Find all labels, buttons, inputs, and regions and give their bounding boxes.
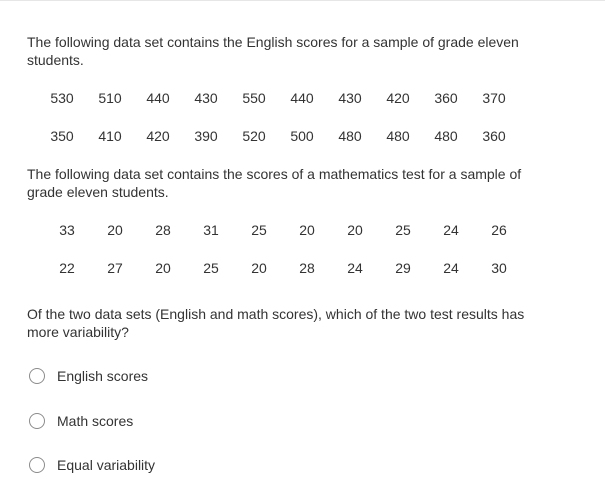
math-score: 26 [491,222,507,238]
math-score: 27 [107,260,123,276]
radio-button[interactable] [29,368,45,384]
english-row-2 [38,127,518,145]
english-score: 350 [50,128,74,144]
english-intro: The following data set contains the English scores for a sample of grade eleven students. [27,34,519,68]
math-score: 28 [155,222,171,238]
english-score: 480 [434,128,458,144]
option-math-scores[interactable] [29,412,133,430]
english-score: 430 [338,90,362,106]
math-score: 20 [347,222,363,238]
math-score: 20 [299,222,315,238]
math-score: 29 [395,260,411,276]
english-score: 410 [98,128,122,144]
english-score: 480 [386,128,410,144]
math-score: 24 [443,222,459,238]
math-score: 20 [107,222,123,238]
option-english-scores[interactable] [29,367,148,385]
english-score: 360 [434,90,458,106]
option-label: Equal variability [57,457,156,473]
math-score: 25 [203,260,219,276]
math-score: 20 [251,260,267,276]
english-score: 430 [194,90,218,106]
math-score: 33 [59,222,75,238]
english-score: 360 [482,128,506,144]
english-score: 420 [146,128,170,144]
english-score: 370 [482,90,506,106]
option-label: English scores [57,368,149,384]
english-score: 500 [290,128,314,144]
english-score: 550 [242,90,266,106]
english-score: 520 [242,128,266,144]
english-score: 420 [386,90,410,106]
english-score: 390 [194,128,218,144]
top-border [0,0,605,1]
english-score: 440 [290,90,314,106]
math-score: 30 [491,260,507,276]
math-score: 25 [251,222,267,238]
radio-button[interactable] [29,457,45,473]
math-score: 20 [155,260,171,276]
math-intro: The following data set contains the scores of a mathematics test for a sample of grade eleven students. [27,166,522,200]
english-score: 530 [50,90,74,106]
math-row-2 [43,259,523,277]
option-label: Math scores [57,413,134,429]
english-score: 440 [146,90,170,106]
english-score: 480 [338,128,362,144]
math-score: 31 [203,222,219,238]
english-row-1 [38,89,518,107]
math-score: 28 [299,260,315,276]
math-score: 24 [443,260,459,276]
math-score: 24 [347,260,363,276]
question-prompt: Of the two data sets (English and math scores), which of the two test results has more variability? [27,306,525,340]
math-score: 22 [59,260,75,276]
english-score: 510 [98,90,122,106]
radio-button[interactable] [29,413,45,429]
option-equal-variability[interactable] [29,456,155,474]
math-row-1 [43,221,523,239]
math-score: 25 [395,222,411,238]
